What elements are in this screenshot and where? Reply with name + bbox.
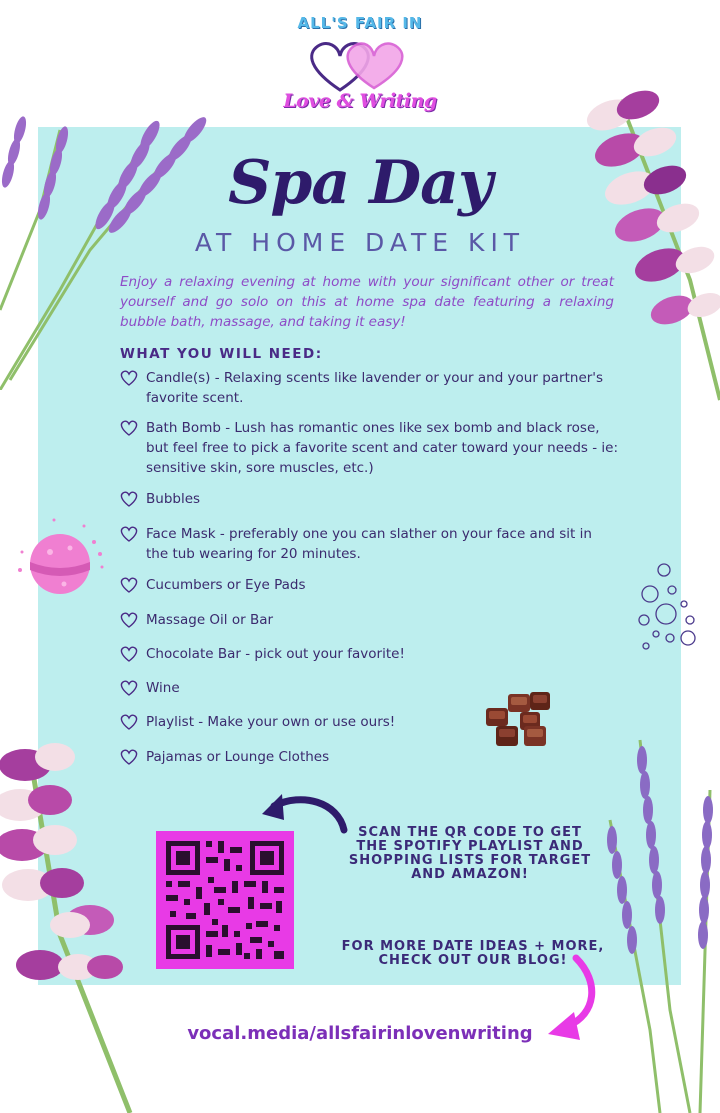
heart-bullet-icon: [118, 712, 146, 732]
bath-bomb-illustration: [14, 512, 109, 597]
lavender-bottom-right-illustration: [590, 730, 720, 1113]
list-item-label: Chocolate Bar - pick out your favorite!: [146, 646, 405, 662]
heart-bullet-icon: [118, 489, 146, 509]
scan-line: AND AMAZON!: [411, 867, 529, 882]
scan-line: SHOPPING LISTS FOR TARGET: [348, 853, 592, 868]
list-item-label: Wine: [146, 680, 180, 696]
list-item: [118, 524, 618, 564]
lavender-top-left-illustration: [0, 60, 210, 390]
heart-bullet-icon: [118, 678, 146, 698]
heart-bullet-icon: [118, 368, 146, 388]
qr-code[interactable]: [156, 831, 294, 969]
heart-bullet-icon: [118, 644, 146, 664]
lavender-bottom-left-illustration: [0, 735, 150, 1113]
list-item: [118, 678, 618, 698]
list-item: [118, 418, 618, 478]
list-item-label: Bath Bomb - Lush has romantic ones like sex bomb and black rose, but feel free to pick a favorite scent and cater toward your needs - ie: sensitive skin, sore muscles, etc.): [146, 420, 618, 476]
list-item: [118, 712, 618, 732]
qr-code-pattern: [156, 831, 294, 969]
needs-heading: WHAT YOU WILL NEED:: [120, 346, 323, 362]
list-item: [118, 575, 618, 595]
page-title: Spa Day: [228, 148, 492, 218]
list-item: [118, 489, 618, 509]
logo-top-text: ALL'S FAIR IN: [297, 14, 423, 32]
blog-line: CHECK OUT OUR BLOG!: [378, 953, 568, 968]
scan-line: THE SPOTIFY PLAYLIST AND: [356, 839, 584, 854]
list-item-label: Face Mask - preferably one you can slather on your face and sit in the tub wearing for 20 minutes.: [146, 526, 592, 562]
scan-instructions: [320, 826, 620, 882]
heart-bullet-icon: [118, 524, 146, 544]
double-heart-icon: [300, 34, 420, 94]
scan-line: SCAN THE QR CODE TO GET: [358, 825, 582, 840]
blog-url-link[interactable]: vocal.media/allsfairinlovenwriting: [187, 1023, 533, 1044]
bubbles-illustration: [634, 560, 704, 655]
list-item: [118, 747, 618, 767]
list-item-label: Candle(s) - Relaxing scents like lavender or your and your partner's favorite scent.: [146, 370, 604, 406]
list-item-label: Pajamas or Lounge Clothes: [146, 749, 330, 765]
heart-bullet-icon: [118, 747, 146, 767]
intro-paragraph: Enjoy a relaxing evening at home with your significant other or treat yourself and go solo on this at home spa date featuring a relaxing bubble bath, massage, and taking it easy!: [120, 274, 614, 330]
list-item: [118, 610, 618, 630]
list-item-label: Playlist - Make your own or use ours!: [146, 714, 396, 730]
blog-line: FOR MORE DATE IDEAS + MORE,: [341, 939, 605, 954]
page-subtitle: AT HOME DATE KIT: [194, 228, 526, 257]
logo-bottom-text: Love & Writing: [283, 90, 437, 112]
list-item-label: Cucumbers or Eye Pads: [146, 577, 306, 593]
brand-logo: [270, 10, 450, 128]
heart-bullet-icon: [118, 575, 146, 595]
list-item-label: Massage Oil or Bar: [146, 612, 274, 628]
heart-bullet-icon: [118, 610, 146, 630]
list-item: [118, 644, 618, 664]
list-item: [118, 368, 618, 408]
heart-bullet-icon: [118, 418, 146, 438]
list-item-label: Bubbles: [146, 491, 201, 507]
